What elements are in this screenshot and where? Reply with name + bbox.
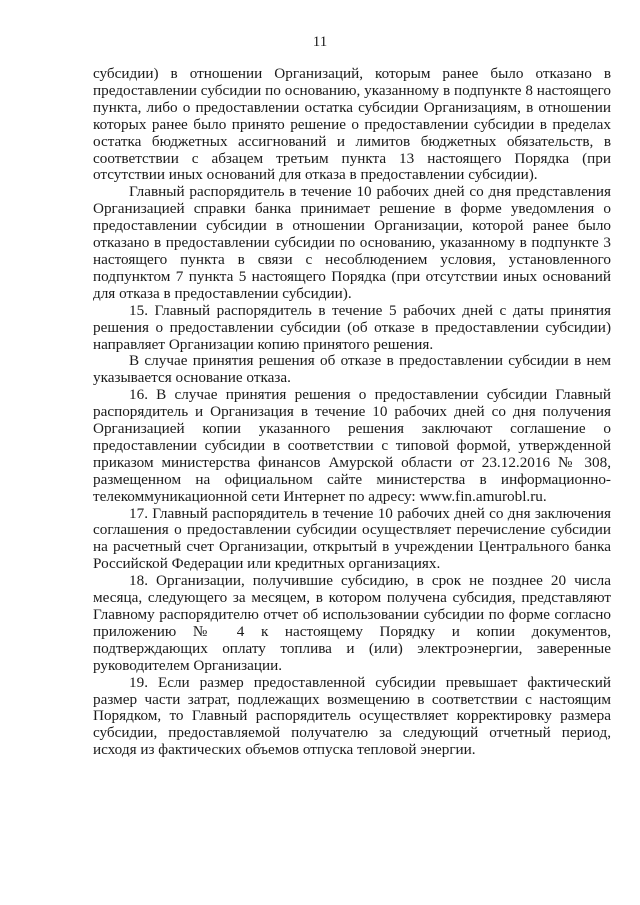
page-number: 11 xyxy=(312,34,328,50)
paragraph-clause-19: 19. Если размер предоставленной субсидии превышает фактический размер части затрат, подлежащих возмещению в соответствии с настоящим Порядком, то Главный распорядитель осуществляет корректировку размера субсидии, предоставляемой получателю за следующий отчетный период, исходя из фактических объемов отпуска тепловой энергии. xyxy=(93,673,611,759)
paragraph-clause-18: 18. Организации, получившие субсидию, в срок не позднее 20 числа месяца, следующего за месяцем, в котором получена субсидия, представляют Главному распорядителю отчет об использовании субсидии по форме согласно приложению № 4 к настоящему Порядку и копии документов, подтверждающих оплату топлива и (или) электроэнергии, заверенные руководителем Организации. xyxy=(93,572,611,674)
paragraph: В случае принятия решения об отказе в предоставлении субсидии в нем указывается основание отказа. xyxy=(93,352,611,387)
paragraph: Главный распорядитель в течение 10 рабочих дней со дня представления Организацией справки банка принимает решение в форме уведомления о предоставлении субсидии в отношении Организации, которой ранее было отказано в предоставлении субсидии по основанию, указанному в подпункте 3 настоящего пункта в связи с несоблюдением условия, установленного подпунктом 7 пункта 5 настоящего Порядка (при отсутствии иных оснований для отказа в предоставлении субсидии). xyxy=(93,183,611,302)
document-body xyxy=(93,66,611,759)
paragraph-continuation: субсидии) в отношении Организаций, которым ранее было отказано в предоставлении субсидии по основанию, указанному в подпункте 8 настоящего пункта, либо о предоставлении остатка субсидии Организациям, в отношении которых ранее было принято решение о предоставлении субсидии в пределах остатка бюджетных ассигнований и лимитов бюджетных обязательств, в соответствии с абзацем третьим пункта 13 настоящего Порядка (при отсутствии иных оснований для отказа в предоставлении субсидии). xyxy=(93,65,611,184)
paragraph-clause-15: 15. Главный распорядитель в течение 5 рабочих дней с даты принятия решения о предоставлении субсидии (об отказе в предоставлении субсидии) направляет Организации копию принятого решения. xyxy=(93,301,611,353)
paragraph-clause-17: 17. Главный распорядитель в течение 10 рабочих дней со дня заключения соглашения о предоставлении субсидии осуществляет перечисление субсидии на расчетный счет Организации, открытый в учреждении Центрального банка Российской Федерации или кредитных организациях. xyxy=(93,504,611,573)
paragraph-clause-16: 16. В случае принятия решения о предоставлении субсидии Главный распорядитель и Организация в течение 10 рабочих дней со дня получения Организацией копии указанного решения заключают соглашение о предоставлении субсидии в соответствии с типовой формой, утвержденной приказом министерства финансов Амурской области от 23.12.2016 № 308, размещенном на официальном сайте министерства в информационно-телекоммуникационной сети Интернет по адресу: www.fin.amurobl.ru. xyxy=(93,386,611,505)
